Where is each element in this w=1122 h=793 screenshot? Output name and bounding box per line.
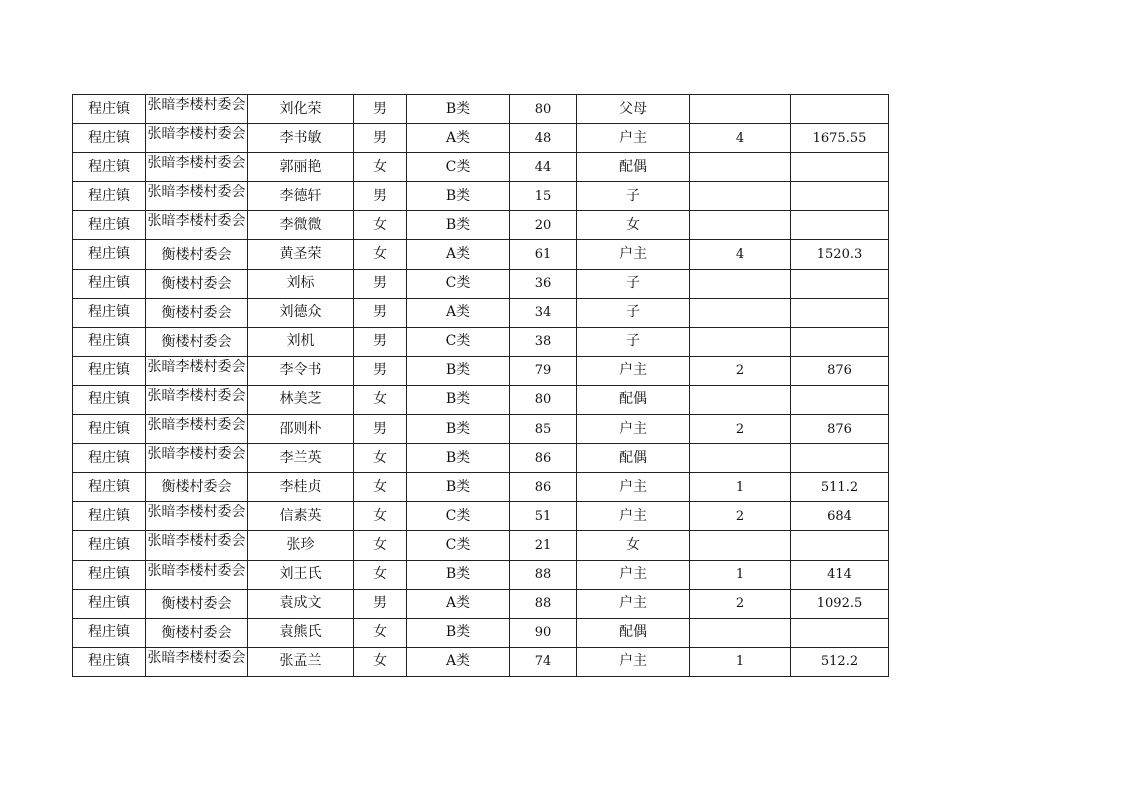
category-cell: A类	[407, 647, 510, 676]
gender-cell: 女	[354, 153, 407, 182]
name-cell: 邵则朴	[248, 415, 354, 444]
village-label: 张暗李楼村委会	[147, 155, 246, 172]
age-cell: 34	[510, 298, 577, 327]
category-cell: B类	[407, 444, 510, 473]
relation-cell: 户主	[577, 473, 690, 502]
town-cell: 程庄镇	[73, 385, 146, 414]
category-cell: C类	[407, 269, 510, 298]
town-cell: 程庄镇	[73, 356, 146, 385]
village-label: 张暗李楼村委会	[147, 358, 246, 375]
gender-cell: 男	[354, 298, 407, 327]
category-cell: B类	[407, 182, 510, 211]
table-body	[73, 95, 889, 677]
age-cell: 88	[510, 589, 577, 618]
town-cell: 程庄镇	[73, 327, 146, 356]
relation-cell: 户主	[577, 647, 690, 676]
household-size-cell	[690, 269, 791, 298]
table-row	[73, 240, 889, 269]
category-cell: B类	[407, 473, 510, 502]
town-cell: 程庄镇	[73, 269, 146, 298]
village-label: 张暗李楼村委会	[147, 213, 246, 230]
name-cell: 李桂贞	[248, 473, 354, 502]
category-cell: B类	[407, 415, 510, 444]
household-size-cell	[690, 153, 791, 182]
amount-cell	[791, 153, 889, 182]
village-cell	[146, 240, 248, 269]
name-cell: 郭丽艳	[248, 153, 354, 182]
household-size-cell: 1	[690, 560, 791, 589]
name-cell: 李兰英	[248, 444, 354, 473]
age-cell: 51	[510, 502, 577, 531]
age-cell: 20	[510, 211, 577, 240]
name-cell: 袁熊氏	[248, 618, 354, 647]
table-row	[73, 124, 889, 153]
age-cell: 85	[510, 415, 577, 444]
beneficiary-table	[72, 94, 889, 677]
household-size-cell: 1	[690, 647, 791, 676]
gender-cell: 男	[354, 269, 407, 298]
village-cell	[146, 502, 248, 531]
household-size-cell	[690, 298, 791, 327]
relation-cell: 女	[577, 531, 690, 560]
household-size-cell	[690, 531, 791, 560]
village-label: 张暗李楼村委会	[147, 649, 246, 666]
amount-cell	[791, 211, 889, 240]
age-cell: 44	[510, 153, 577, 182]
village-label: 张暗李楼村委会	[147, 97, 246, 114]
village-label: 张暗李楼村委会	[147, 533, 246, 550]
household-size-cell	[690, 618, 791, 647]
table-row	[73, 182, 889, 211]
relation-cell: 女	[577, 211, 690, 240]
table-row	[73, 356, 889, 385]
relation-cell: 户主	[577, 356, 690, 385]
amount-cell: 1675.55	[791, 124, 889, 153]
village-cell	[146, 211, 248, 240]
category-cell: A类	[407, 240, 510, 269]
category-cell: C类	[407, 531, 510, 560]
relation-cell: 子	[577, 327, 690, 356]
amount-cell: 684	[791, 502, 889, 531]
relation-cell: 户主	[577, 502, 690, 531]
gender-cell: 男	[354, 415, 407, 444]
village-label: 衡楼村委会	[161, 595, 232, 612]
relation-cell: 户主	[577, 560, 690, 589]
category-cell: C类	[407, 327, 510, 356]
village-cell	[146, 124, 248, 153]
table-row	[73, 269, 889, 298]
age-cell: 38	[510, 327, 577, 356]
amount-cell: 876	[791, 415, 889, 444]
village-label: 衡楼村委会	[161, 624, 232, 641]
name-cell: 刘化荣	[248, 95, 354, 124]
village-cell	[146, 385, 248, 414]
age-cell: 80	[510, 385, 577, 414]
village-label: 张暗李楼村委会	[147, 184, 246, 201]
age-cell: 79	[510, 356, 577, 385]
category-cell: B类	[407, 211, 510, 240]
village-cell	[146, 444, 248, 473]
age-cell: 80	[510, 95, 577, 124]
town-cell: 程庄镇	[73, 415, 146, 444]
town-cell: 程庄镇	[73, 531, 146, 560]
table-row	[73, 385, 889, 414]
relation-cell: 配偶	[577, 618, 690, 647]
village-cell	[146, 473, 248, 502]
gender-cell: 女	[354, 240, 407, 269]
town-cell: 程庄镇	[73, 240, 146, 269]
town-cell: 程庄镇	[73, 211, 146, 240]
amount-cell	[791, 444, 889, 473]
amount-cell	[791, 327, 889, 356]
table-row	[73, 531, 889, 560]
amount-cell: 1520.3	[791, 240, 889, 269]
household-size-cell	[690, 385, 791, 414]
name-cell: 李令书	[248, 356, 354, 385]
village-label: 张暗李楼村委会	[147, 417, 246, 434]
gender-cell: 女	[354, 473, 407, 502]
village-cell	[146, 560, 248, 589]
relation-cell: 子	[577, 298, 690, 327]
table-row	[73, 647, 889, 676]
gender-cell: 女	[354, 211, 407, 240]
gender-cell: 女	[354, 647, 407, 676]
amount-cell: 414	[791, 560, 889, 589]
relation-cell: 户主	[577, 415, 690, 444]
table-row	[73, 211, 889, 240]
village-cell	[146, 531, 248, 560]
town-cell: 程庄镇	[73, 589, 146, 618]
amount-cell	[791, 269, 889, 298]
name-cell: 张孟兰	[248, 647, 354, 676]
age-cell: 86	[510, 473, 577, 502]
village-cell	[146, 298, 248, 327]
village-cell	[146, 589, 248, 618]
town-cell: 程庄镇	[73, 560, 146, 589]
gender-cell: 男	[354, 124, 407, 153]
town-cell: 程庄镇	[73, 153, 146, 182]
name-cell: 张珍	[248, 531, 354, 560]
category-cell: B类	[407, 618, 510, 647]
age-cell: 21	[510, 531, 577, 560]
table-row	[73, 444, 889, 473]
gender-cell: 女	[354, 385, 407, 414]
table-row	[73, 327, 889, 356]
village-cell	[146, 327, 248, 356]
age-cell: 48	[510, 124, 577, 153]
table-row	[73, 95, 889, 124]
relation-cell: 户主	[577, 589, 690, 618]
relation-cell: 户主	[577, 124, 690, 153]
village-label: 张暗李楼村委会	[147, 504, 246, 521]
village-label: 张暗李楼村委会	[147, 562, 246, 579]
name-cell: 刘王氏	[248, 560, 354, 589]
village-label: 张暗李楼村委会	[147, 387, 246, 404]
village-label: 衡楼村委会	[161, 304, 232, 321]
amount-cell	[791, 95, 889, 124]
village-cell	[146, 415, 248, 444]
name-cell: 黄圣荣	[248, 240, 354, 269]
gender-cell: 女	[354, 618, 407, 647]
gender-cell: 男	[354, 182, 407, 211]
relation-cell: 父母	[577, 95, 690, 124]
category-cell: B类	[407, 95, 510, 124]
age-cell: 61	[510, 240, 577, 269]
category-cell: C类	[407, 153, 510, 182]
gender-cell: 女	[354, 502, 407, 531]
name-cell: 信素英	[248, 502, 354, 531]
village-cell	[146, 182, 248, 211]
village-label: 衡楼村委会	[161, 275, 232, 292]
age-cell: 15	[510, 182, 577, 211]
town-cell: 程庄镇	[73, 473, 146, 502]
village-cell	[146, 153, 248, 182]
relation-cell: 子	[577, 182, 690, 211]
table-row	[73, 153, 889, 182]
table-row	[73, 502, 889, 531]
category-cell: A类	[407, 589, 510, 618]
table-row	[73, 298, 889, 327]
table-row	[73, 589, 889, 618]
name-cell: 袁成文	[248, 589, 354, 618]
town-cell: 程庄镇	[73, 502, 146, 531]
age-cell: 86	[510, 444, 577, 473]
village-label: 张暗李楼村委会	[147, 446, 246, 463]
village-label: 衡楼村委会	[161, 479, 232, 496]
table-row	[73, 473, 889, 502]
amount-cell: 512.2	[791, 647, 889, 676]
name-cell: 李书敏	[248, 124, 354, 153]
age-cell: 36	[510, 269, 577, 298]
household-size-cell: 2	[690, 589, 791, 618]
name-cell: 林美芝	[248, 385, 354, 414]
name-cell: 李德轩	[248, 182, 354, 211]
gender-cell: 女	[354, 560, 407, 589]
name-cell: 刘德众	[248, 298, 354, 327]
table-row	[73, 415, 889, 444]
household-size-cell	[690, 182, 791, 211]
gender-cell: 男	[354, 95, 407, 124]
village-label: 衡楼村委会	[161, 333, 232, 350]
age-cell: 88	[510, 560, 577, 589]
town-cell: 程庄镇	[73, 124, 146, 153]
table-row	[73, 618, 889, 647]
household-size-cell: 2	[690, 356, 791, 385]
amount-cell: 876	[791, 356, 889, 385]
town-cell: 程庄镇	[73, 618, 146, 647]
household-size-cell: 1	[690, 473, 791, 502]
gender-cell: 女	[354, 444, 407, 473]
gender-cell: 男	[354, 356, 407, 385]
name-cell: 李微微	[248, 211, 354, 240]
household-size-cell: 2	[690, 502, 791, 531]
gender-cell: 男	[354, 327, 407, 356]
village-label: 张暗李楼村委会	[147, 126, 246, 143]
category-cell: A类	[407, 124, 510, 153]
amount-cell	[791, 618, 889, 647]
gender-cell: 女	[354, 531, 407, 560]
category-cell: B类	[407, 356, 510, 385]
amount-cell	[791, 182, 889, 211]
amount-cell	[791, 298, 889, 327]
town-cell: 程庄镇	[73, 95, 146, 124]
village-cell	[146, 647, 248, 676]
category-cell: B类	[407, 385, 510, 414]
relation-cell: 子	[577, 269, 690, 298]
household-size-cell	[690, 327, 791, 356]
category-cell: A类	[407, 298, 510, 327]
household-size-cell: 2	[690, 415, 791, 444]
relation-cell: 配偶	[577, 385, 690, 414]
village-label: 衡楼村委会	[161, 246, 232, 263]
town-cell: 程庄镇	[73, 444, 146, 473]
name-cell: 刘机	[248, 327, 354, 356]
age-cell: 74	[510, 647, 577, 676]
relation-cell: 配偶	[577, 153, 690, 182]
amount-cell: 1092.5	[791, 589, 889, 618]
amount-cell	[791, 385, 889, 414]
village-cell	[146, 269, 248, 298]
town-cell: 程庄镇	[73, 647, 146, 676]
age-cell: 90	[510, 618, 577, 647]
gender-cell: 男	[354, 589, 407, 618]
household-size-cell	[690, 211, 791, 240]
category-cell: C类	[407, 502, 510, 531]
amount-cell: 511.2	[791, 473, 889, 502]
village-cell	[146, 95, 248, 124]
household-size-cell: 4	[690, 240, 791, 269]
name-cell: 刘标	[248, 269, 354, 298]
village-cell	[146, 618, 248, 647]
household-size-cell	[690, 95, 791, 124]
household-size-cell	[690, 444, 791, 473]
household-size-cell: 4	[690, 124, 791, 153]
village-cell	[146, 356, 248, 385]
table-row	[73, 560, 889, 589]
town-cell: 程庄镇	[73, 182, 146, 211]
relation-cell: 配偶	[577, 444, 690, 473]
town-cell: 程庄镇	[73, 298, 146, 327]
amount-cell	[791, 531, 889, 560]
relation-cell: 户主	[577, 240, 690, 269]
category-cell: B类	[407, 560, 510, 589]
